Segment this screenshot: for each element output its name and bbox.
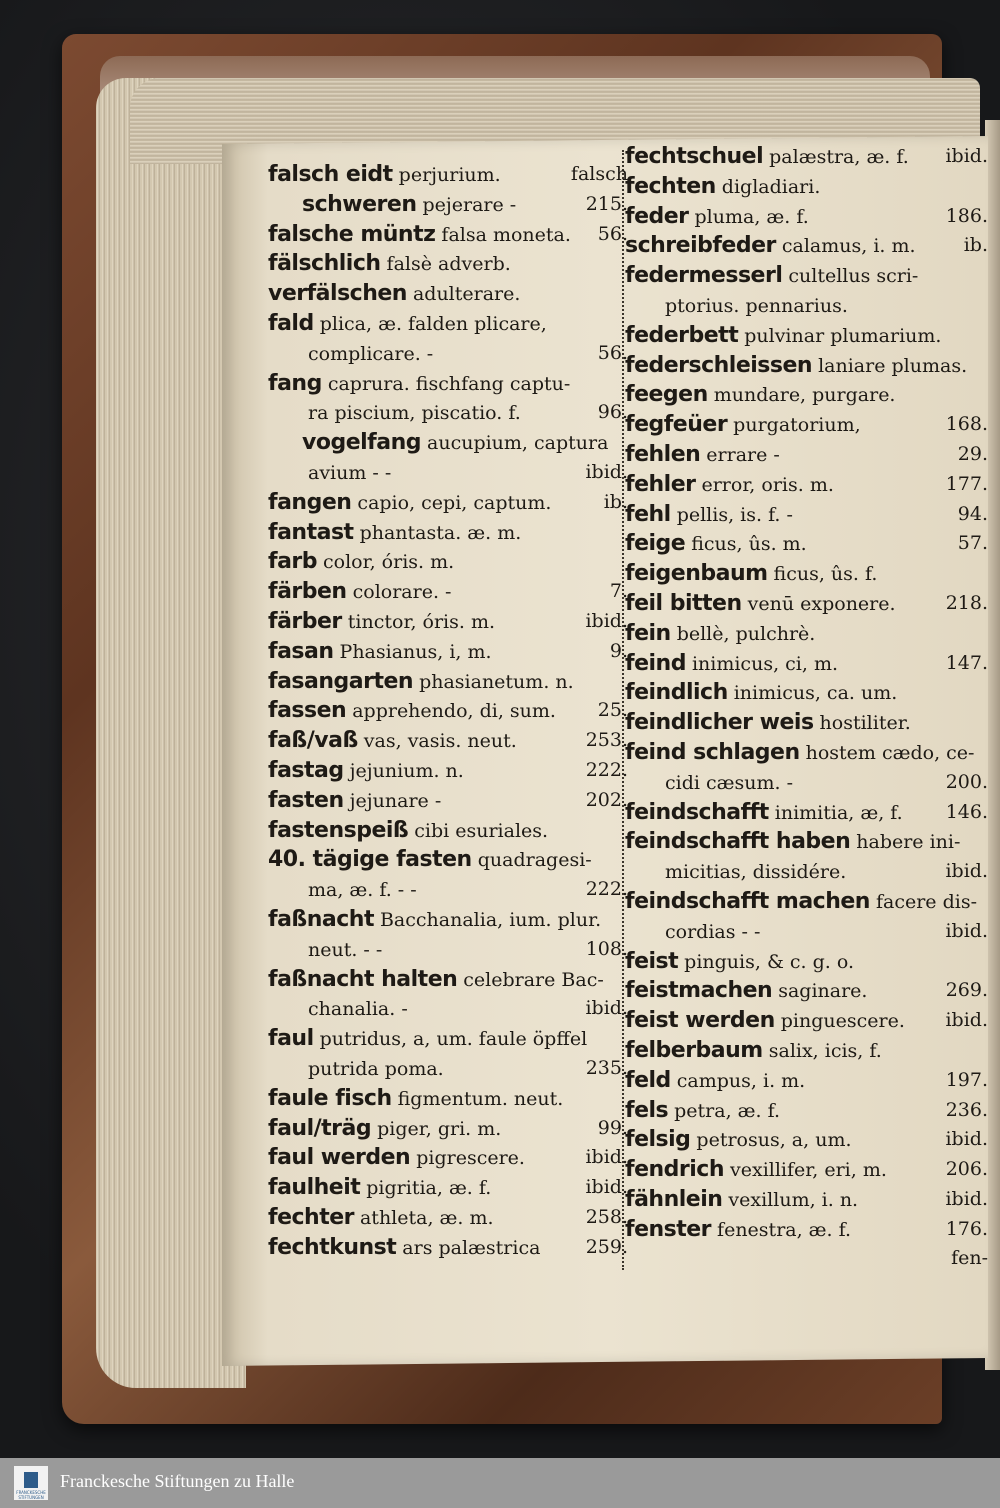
page-reference: 186. bbox=[945, 204, 988, 227]
page-reference: 200. bbox=[945, 770, 988, 793]
latin-gloss: calamus, i. m. bbox=[781, 235, 916, 258]
latin-gloss: cidi cæsum. - bbox=[665, 771, 793, 794]
page-reference: fen- bbox=[951, 1247, 988, 1270]
page-reference: 177. bbox=[945, 472, 988, 495]
headword: federbett bbox=[625, 322, 739, 348]
headword: feindschafft haben bbox=[625, 829, 851, 855]
latin-gloss: perjurium. bbox=[398, 164, 501, 186]
dictionary-entry bbox=[268, 965, 630, 995]
latin-gloss: apprehendo, di, sum. bbox=[352, 700, 556, 723]
latin-gloss: complicare. - bbox=[308, 342, 434, 365]
dictionary-entry bbox=[625, 529, 990, 559]
headword: 40. tägige fasten bbox=[268, 847, 472, 873]
latin-gloss: jejunare - bbox=[349, 789, 442, 812]
latin-gloss: color, óris. m. bbox=[323, 551, 455, 574]
headword: feind bbox=[625, 650, 686, 676]
latin-gloss: plica, æ. falden plicare, bbox=[319, 312, 547, 335]
headword: felberbaum bbox=[625, 1037, 763, 1063]
dictionary-entry bbox=[268, 1114, 630, 1144]
latin-gloss: Phasianus, i, m. bbox=[339, 640, 492, 663]
dictionary-entry bbox=[625, 798, 990, 828]
dictionary-entry bbox=[268, 756, 630, 786]
latin-gloss: neut. - - bbox=[308, 938, 383, 961]
page-reference: ibid. bbox=[585, 1176, 628, 1199]
headword: fastag bbox=[268, 757, 344, 783]
page-reference: 99. bbox=[597, 1116, 628, 1139]
latin-gloss: putridus, a, um. faule öpffel bbox=[319, 1028, 588, 1051]
latin-gloss: pigrescere. bbox=[416, 1147, 525, 1170]
headword: färben bbox=[268, 579, 347, 605]
headword: feist bbox=[625, 948, 679, 974]
dictionary-entry bbox=[625, 976, 990, 1006]
dictionary-entry bbox=[268, 577, 630, 607]
headword: fechten bbox=[625, 173, 716, 199]
latin-gloss: falsa moneta. bbox=[441, 223, 571, 246]
dictionary-entry bbox=[625, 827, 990, 857]
latin-gloss: avium - - bbox=[308, 461, 392, 484]
latin-gloss: Bacchanalia, ium. plur. bbox=[379, 908, 602, 931]
page-reference: ibid. bbox=[945, 1187, 988, 1210]
dictionary-entry bbox=[268, 667, 630, 697]
page-reference: ibid. bbox=[945, 1009, 988, 1032]
dictionary-entry bbox=[268, 1143, 630, 1173]
latin-gloss: figmentum. neut. bbox=[397, 1087, 564, 1110]
dictionary-entry bbox=[268, 1024, 630, 1054]
page-reference: 56. bbox=[597, 341, 628, 364]
dictionary-entry bbox=[625, 1066, 990, 1096]
dictionary-entry bbox=[625, 321, 990, 351]
dictionary-entry bbox=[268, 279, 630, 309]
page-reference: 168. bbox=[945, 413, 988, 436]
dictionary-entry bbox=[625, 1006, 990, 1036]
headword: faulheit bbox=[268, 1175, 361, 1201]
latin-gloss: ars palæstrica bbox=[402, 1236, 541, 1259]
page-reference: 269. bbox=[945, 979, 988, 1002]
headword: feindlich bbox=[625, 680, 728, 706]
page-reference: 235. bbox=[585, 1056, 628, 1079]
dictionary-entry bbox=[625, 589, 990, 619]
headword: feistmachen bbox=[625, 978, 773, 1004]
latin-gloss: micitias, dissidére. bbox=[665, 861, 847, 884]
latin-gloss: saginare. bbox=[778, 980, 868, 1003]
dictionary-entry bbox=[625, 1215, 990, 1245]
headword: faul bbox=[268, 1026, 314, 1052]
headword: fehler bbox=[625, 471, 696, 497]
dictionary-entry bbox=[268, 637, 630, 667]
headword: faul/träg bbox=[268, 1115, 372, 1141]
latin-gloss: inimicus, ca. um. bbox=[733, 682, 898, 705]
left-column bbox=[268, 160, 630, 1262]
dictionary-entry bbox=[268, 994, 630, 1024]
dictionary-entry bbox=[625, 172, 990, 202]
page-reference: 197. bbox=[945, 1068, 988, 1091]
headword: fenster bbox=[625, 1216, 712, 1242]
headword: vogelfang bbox=[302, 430, 421, 456]
dictionary-entry bbox=[268, 339, 630, 369]
dictionary-entry bbox=[625, 380, 990, 410]
latin-gloss: putrida poma. bbox=[308, 1057, 444, 1080]
latin-gloss: falsè adverb. bbox=[386, 253, 511, 276]
page-reference: 176. bbox=[945, 1217, 988, 1240]
latin-gloss: pulvinar plumarium. bbox=[744, 324, 942, 347]
dictionary-entry bbox=[268, 220, 630, 250]
headword: feind schlagen bbox=[625, 739, 800, 765]
headword: feindschafft machen bbox=[625, 888, 870, 914]
latin-gloss: pinguescere. bbox=[780, 1010, 905, 1033]
latin-gloss: quadragesi- bbox=[477, 849, 592, 872]
page-reference: ibid. bbox=[945, 860, 988, 883]
dictionary-entry bbox=[625, 1244, 990, 1274]
latin-gloss: petra, æ. f. bbox=[674, 1099, 781, 1122]
latin-gloss: piger, gri. m. bbox=[377, 1117, 502, 1140]
dictionary-entry bbox=[268, 696, 630, 726]
latin-gloss: campus, i. m. bbox=[676, 1069, 806, 1092]
headword: verfälschen bbox=[268, 281, 407, 307]
headword: färber bbox=[268, 608, 342, 634]
dictionary-entry bbox=[625, 202, 990, 232]
latin-gloss: purgatorium, bbox=[733, 414, 861, 437]
dictionary-entry bbox=[268, 875, 630, 905]
headword: feld bbox=[625, 1067, 671, 1093]
page-reference: ibid. bbox=[585, 460, 628, 483]
dictionary-entry bbox=[625, 261, 990, 291]
page-reference: 9. bbox=[609, 639, 628, 662]
latin-gloss: capio, cepi, captum. bbox=[357, 491, 552, 514]
headword: fald bbox=[268, 310, 314, 336]
headword: felsig bbox=[625, 1127, 691, 1153]
dictionary-entry bbox=[268, 607, 630, 637]
page-reference: 206. bbox=[945, 1158, 988, 1181]
dictionary-entry bbox=[268, 1054, 630, 1084]
dictionary-entry bbox=[625, 619, 990, 649]
dictionary-entry bbox=[625, 440, 990, 470]
headword: feist werden bbox=[625, 1008, 775, 1034]
headword: fein bbox=[625, 620, 671, 646]
dictionary-entry bbox=[625, 291, 990, 321]
headword: fang bbox=[268, 370, 322, 396]
dictionary-entry bbox=[268, 786, 630, 816]
headword: fels bbox=[625, 1097, 669, 1123]
latin-gloss: hostem cædo, ce- bbox=[805, 741, 975, 764]
foundation-logo-icon bbox=[14, 1466, 48, 1500]
headword: feder bbox=[625, 203, 689, 229]
page-reference: falsch bbox=[570, 163, 628, 185]
headword: fähnlein bbox=[625, 1186, 723, 1212]
dictionary-entry bbox=[268, 1173, 630, 1203]
headword: fassen bbox=[268, 698, 347, 724]
dictionary-entry bbox=[625, 470, 990, 500]
page-reference: 96. bbox=[597, 401, 628, 424]
dictionary-entry bbox=[268, 398, 630, 428]
dictionary-entry bbox=[268, 518, 630, 548]
page-reference: 94. bbox=[957, 502, 988, 525]
headword: federmesserl bbox=[625, 263, 783, 289]
dictionary-entry bbox=[625, 738, 990, 768]
latin-gloss: pejerare - bbox=[422, 193, 517, 216]
headword: fasangarten bbox=[268, 668, 414, 694]
latin-gloss: athleta, æ. m. bbox=[359, 1206, 494, 1229]
dictionary-entry bbox=[625, 500, 990, 530]
dictionary-entry bbox=[268, 249, 630, 279]
latin-gloss: phasianetum. n. bbox=[419, 670, 574, 693]
latin-gloss: palæstra, æ. f. bbox=[769, 146, 909, 168]
latin-gloss: aucupium, captura bbox=[427, 432, 609, 455]
page-reference: ibid. bbox=[945, 919, 988, 942]
latin-gloss: colorare. - bbox=[352, 581, 452, 604]
page-reference: 147. bbox=[945, 651, 988, 674]
headword: feindlicher weis bbox=[625, 710, 814, 736]
right-column bbox=[625, 142, 990, 1274]
latin-gloss: adulterare. bbox=[412, 283, 521, 306]
latin-gloss: vexillifer, eri, m. bbox=[730, 1159, 887, 1182]
dictionary-entry bbox=[625, 410, 990, 440]
dictionary-entry bbox=[268, 845, 630, 875]
dictionary-entry bbox=[268, 547, 630, 577]
dictionary-entry bbox=[268, 935, 630, 965]
dictionary-entry bbox=[625, 142, 990, 172]
headword: fälschlich bbox=[268, 251, 381, 277]
headword: federschleissen bbox=[625, 352, 813, 378]
headword: fasan bbox=[268, 638, 334, 664]
headword: fangen bbox=[268, 489, 352, 515]
page-reference: 218. bbox=[945, 591, 988, 614]
dictionary-entry bbox=[268, 488, 630, 518]
page-reference: ibid. bbox=[585, 609, 628, 632]
latin-gloss: errare - bbox=[706, 443, 780, 466]
headword: fehl bbox=[625, 501, 671, 527]
latin-gloss: bellè, pulchrè. bbox=[676, 622, 816, 645]
dictionary-entry bbox=[268, 309, 630, 339]
page-reference: 215. bbox=[585, 192, 628, 215]
dictionary-entry bbox=[268, 1233, 630, 1263]
latin-gloss: vas, vasis. neut. bbox=[363, 730, 517, 753]
headword: farb bbox=[268, 549, 318, 575]
dictionary-entry bbox=[625, 1185, 990, 1215]
headword: fehlen bbox=[625, 441, 701, 467]
latin-gloss: facere dis- bbox=[875, 890, 977, 913]
page-reference: ib. bbox=[963, 234, 988, 257]
dictionary-entry bbox=[625, 1155, 990, 1185]
headword: fastenspeiß bbox=[268, 817, 409, 843]
headword: feil bitten bbox=[625, 590, 742, 616]
latin-gloss: petrosus, a, um. bbox=[696, 1129, 852, 1152]
dictionary-entry bbox=[268, 905, 630, 935]
headword: fegfeüer bbox=[625, 412, 728, 438]
headword: feindschafft bbox=[625, 799, 769, 825]
page-reference: 57. bbox=[957, 532, 988, 555]
headword: faule fisch bbox=[268, 1085, 392, 1111]
latin-gloss: tinctor, óris. m. bbox=[347, 610, 496, 633]
dictionary-entry bbox=[268, 726, 630, 756]
latin-gloss: cibi esuriales. bbox=[414, 819, 549, 842]
latin-gloss: venū exponere. bbox=[747, 592, 896, 615]
headword: faßnacht halten bbox=[268, 966, 458, 992]
headword: falsch eidt bbox=[268, 162, 393, 187]
latin-gloss: ficus, ûs. f. bbox=[773, 563, 878, 586]
latin-gloss: pinguis, & c. g. o. bbox=[684, 950, 854, 973]
dictionary-entry bbox=[268, 458, 630, 488]
page-reference: ibid. bbox=[585, 997, 628, 1020]
page-reference: 29. bbox=[957, 442, 988, 465]
dictionary-entry bbox=[268, 369, 630, 399]
headword: fasten bbox=[268, 787, 344, 813]
logo-caption: FRANCKESCHE STIFTUNGEN bbox=[16, 1490, 46, 1500]
dictionary-entry bbox=[625, 231, 990, 261]
page-reference: 108. bbox=[585, 937, 628, 960]
latin-gloss: ra piscium, piscatio. f. bbox=[308, 402, 521, 425]
latin-gloss: pellis, is. f. - bbox=[676, 503, 793, 526]
headword: faul werden bbox=[268, 1145, 411, 1171]
dictionary-entry bbox=[625, 1125, 990, 1155]
page-reference: 259. bbox=[585, 1235, 628, 1258]
dictionary-entry bbox=[625, 559, 990, 589]
page-reference: ibid. bbox=[945, 1128, 988, 1151]
headword: schweren bbox=[302, 191, 417, 217]
headword: feegen bbox=[625, 382, 708, 408]
latin-gloss: hostiliter. bbox=[819, 712, 911, 735]
footer-bar bbox=[0, 1458, 1000, 1508]
headword: falsche müntz bbox=[268, 221, 436, 247]
dictionary-entry bbox=[625, 708, 990, 738]
latin-gloss: caprura. fischfang captu- bbox=[327, 372, 571, 395]
headword: fendrich bbox=[625, 1157, 724, 1183]
footer-credit: Franckesche Stiftungen zu Halle bbox=[60, 1471, 295, 1491]
headword: fantast bbox=[268, 519, 354, 545]
latin-gloss: salix, icis, f. bbox=[768, 1039, 882, 1062]
page-reference: 236. bbox=[945, 1098, 988, 1121]
latin-gloss: laniare plumas. bbox=[818, 354, 968, 377]
dictionary-entry bbox=[625, 649, 990, 679]
dictionary-entry bbox=[625, 678, 990, 708]
headword: feige bbox=[625, 531, 686, 557]
headword: fechtkunst bbox=[268, 1234, 397, 1260]
dictionary-entry bbox=[625, 768, 990, 798]
latin-gloss: mundare, purgare. bbox=[713, 384, 896, 407]
dictionary-entry bbox=[625, 1036, 990, 1066]
page-reference: 56. bbox=[597, 222, 628, 245]
latin-gloss: habere ini- bbox=[856, 831, 961, 854]
latin-gloss: chanalia. - bbox=[308, 998, 408, 1021]
latin-gloss: pigritia, æ. f. bbox=[366, 1177, 492, 1200]
latin-gloss: ma, æ. f. - - bbox=[308, 879, 417, 902]
latin-gloss: jejunium. n. bbox=[349, 759, 464, 782]
dictionary-entry bbox=[268, 428, 630, 458]
page-reference: 25. bbox=[597, 699, 628, 722]
page-reference: ibid. bbox=[945, 145, 988, 167]
latin-gloss: inimitia, æ, f. bbox=[774, 801, 903, 824]
dictionary-entry bbox=[625, 917, 990, 947]
page-reference: 202. bbox=[585, 788, 628, 811]
dictionary-entry bbox=[625, 947, 990, 977]
latin-gloss: vexillum, i. n. bbox=[728, 1188, 859, 1211]
headword: schreibfeder bbox=[625, 233, 776, 259]
latin-gloss: fenestra, æ. f. bbox=[717, 1218, 852, 1241]
headword: faß/vaß bbox=[268, 728, 358, 754]
dictionary-entry bbox=[268, 160, 630, 190]
dictionary-entry bbox=[625, 887, 990, 917]
page-reference: 222. bbox=[585, 758, 628, 781]
dictionary-entry bbox=[625, 857, 990, 887]
latin-gloss: celebrare Bac- bbox=[463, 968, 604, 991]
headword: fechter bbox=[268, 1204, 354, 1230]
latin-gloss: phantasta. æ. m. bbox=[359, 521, 522, 544]
latin-gloss: pluma, æ. f. bbox=[694, 205, 809, 228]
dictionary-entry bbox=[268, 1203, 630, 1233]
page-reference: 146. bbox=[945, 800, 988, 823]
headword: fechtschuel bbox=[625, 144, 764, 169]
dictionary-entry bbox=[625, 1096, 990, 1126]
latin-gloss: error, oris. m. bbox=[701, 473, 834, 496]
page-reference: 222. bbox=[585, 878, 628, 901]
latin-gloss: ficus, ûs. m. bbox=[691, 533, 807, 556]
page-reference: 253. bbox=[585, 729, 628, 752]
latin-gloss: cultellus scri- bbox=[788, 265, 919, 288]
headword: faßnacht bbox=[268, 906, 374, 932]
page-reference: 7. bbox=[609, 580, 628, 603]
dictionary-entry bbox=[268, 816, 630, 846]
page-reference: 258. bbox=[585, 1205, 628, 1228]
latin-gloss: inimicus, ci, m. bbox=[691, 652, 838, 675]
page-reference: ib. bbox=[603, 490, 628, 513]
headword: feigenbaum bbox=[625, 561, 768, 587]
latin-gloss: digladiari. bbox=[721, 175, 821, 198]
page-reference: ibid. bbox=[585, 1146, 628, 1169]
dictionary-entry bbox=[625, 351, 990, 381]
latin-gloss: ptorius. pennarius. bbox=[665, 294, 848, 317]
latin-gloss: cordias - - bbox=[665, 920, 761, 943]
dictionary-entry bbox=[268, 1084, 630, 1114]
dictionary-entry bbox=[268, 190, 630, 220]
